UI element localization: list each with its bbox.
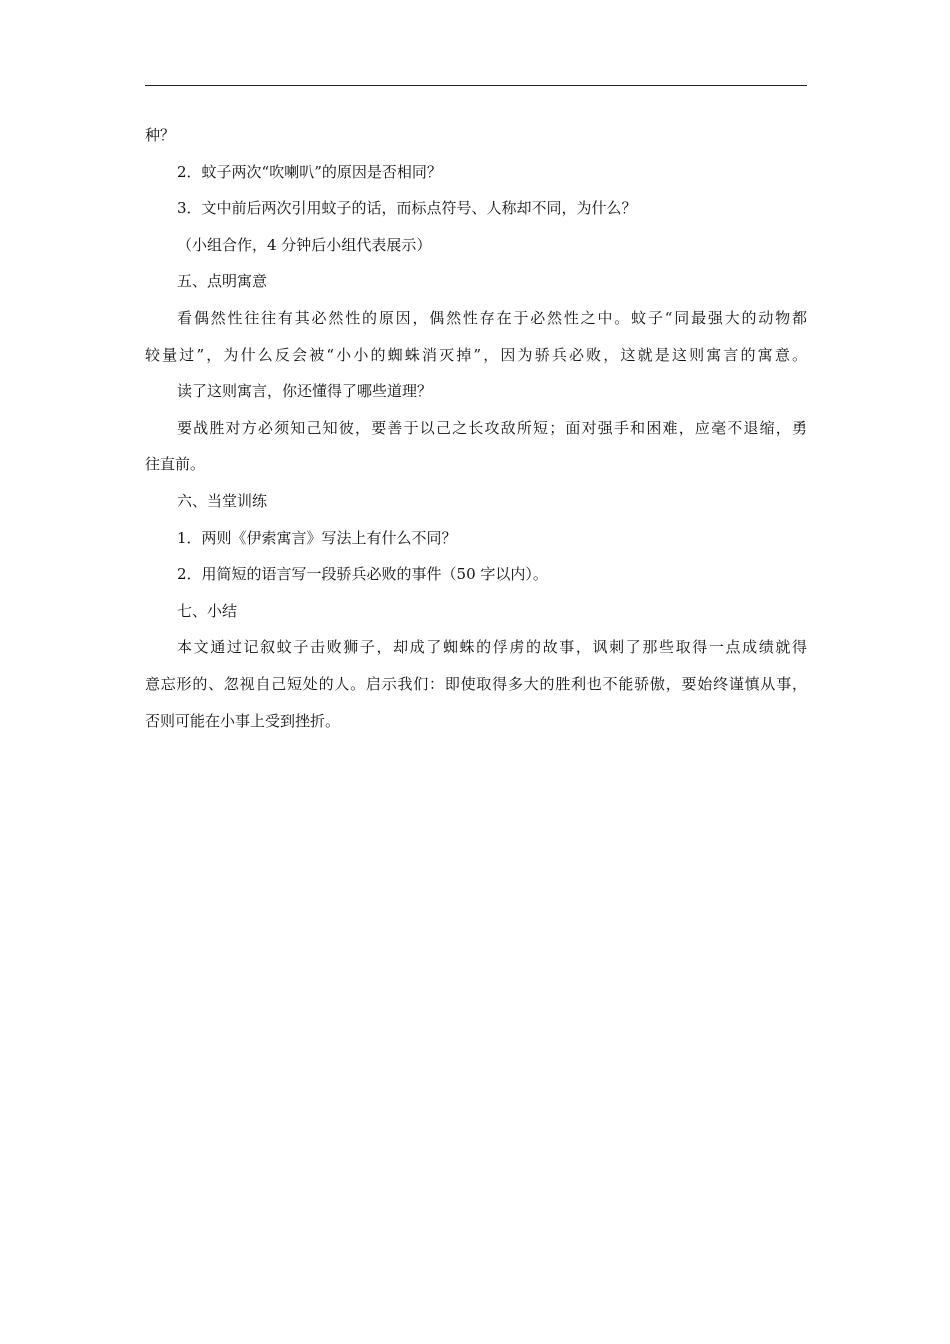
- text-line: 否则可能在小事上受到挫折。: [145, 711, 341, 730]
- text-line: 2．蚊子两次“吹喇叭”的原因是否相同？: [177, 162, 442, 181]
- text-line: 读了这则寓言，你还懂得了哪些道理？: [177, 382, 433, 401]
- text-line: 本文通过记叙蚊子击败狮子，却成了蜘蛛的俘虏的故事，讽刺了那些取得一点成绩就得: [177, 638, 807, 657]
- text-line: 六、当堂训练: [177, 491, 268, 510]
- text-line: 往直前。: [145, 455, 206, 474]
- text-line: 要战胜对方必须知己知彼，要善于以己之长攻敌所短；面对强手和困难，应毫不退缩，勇: [177, 418, 807, 437]
- text-line: 较量过”，为什么反会被“小小的蜘蛛消灭掉”，因为骄兵必败，这就是这则寓言的寓意。: [145, 345, 807, 364]
- text-line: 看偶然性往往有其必然性的原因，偶然性存在于必然性之中。蚊子“同最强大的动物都: [177, 308, 807, 327]
- text-line: 种？: [145, 126, 176, 144]
- text-line: （小组合作，4 分钟后小组代表展示）: [177, 235, 432, 254]
- text-line: 2．用简短的语言写一段骄兵必败的事件（50 字以内）。: [177, 565, 548, 584]
- text-line: 七、小结: [177, 601, 238, 620]
- header-rule: [145, 85, 807, 86]
- text-line: 3．文中前后两次引用蚊子的话，而标点符号、人称却不同，为什么？: [177, 199, 637, 218]
- text-line: 1．两则《伊索寓言》写法上有什么不同？: [177, 528, 457, 547]
- text-line: 意忘形的、忽视自己短处的人。启示我们：即使取得多大的胜利也不能骄傲，要始终谨慎从事，: [145, 674, 807, 693]
- document-body: [145, 117, 807, 739]
- text-line: 五、点明寓意: [177, 272, 268, 291]
